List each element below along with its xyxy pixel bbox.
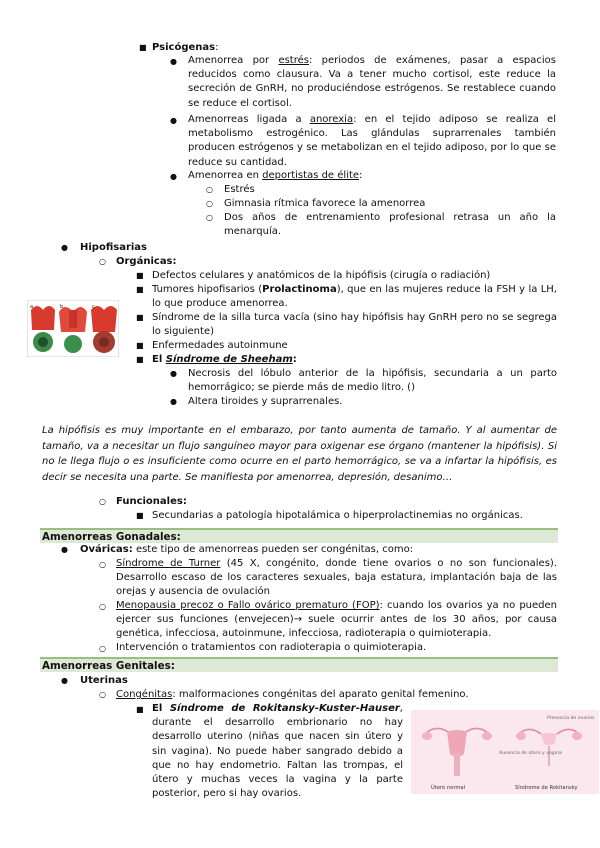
psicogenas-title: Psicógenas:	[152, 42, 219, 53]
ovaricas-fop: Menopausia precoz o Fallo ovárico prematuro (FOP): cuando los ovarios ya no pueden ejercer sus funciones (envejecen)→ suele ocurrir antes de los 30 años, por causa genética, infecciosa, autoinmune, infecciosa, radioterapia o quimioterapia.	[116, 600, 558, 640]
figure-label-c: c	[92, 304, 95, 310]
organicas-silla-turca: Síndrome de la silla turca vacía (sino hay hipófisis hay GnRH pero no se segrega lo siguiente)	[152, 312, 557, 338]
hipofisarias-title: Hipofisarias	[80, 242, 147, 253]
bullet-circle: ○	[99, 602, 106, 611]
organicas-defectos: Defectos celulares y anatómicos de la hipófisis (cirugía o radiación)	[152, 270, 491, 281]
uterus-label-normal: Útero normal	[431, 785, 466, 791]
ovaricas-turner: Síndrome de Turner (45 X, congénito, donde tiene ovarios o no son funcionales). Desarrollo escaso de los caracteres sexuales, baja estatura, implantación baja de las orejas y ausencia de ovulación	[116, 558, 557, 598]
bullet-dot: ●	[170, 397, 177, 406]
bullet-dot: ●	[61, 676, 68, 685]
bullet-square: ■	[136, 285, 144, 294]
organicas-tumores: Tumores hipofisarios (Prolactinoma), que en las mujeres reduce la FSH y la LH, lo que produce amenorrea.	[152, 284, 557, 310]
bullet-square: ■	[136, 511, 144, 520]
bullet-square: ■	[139, 43, 147, 52]
bullet-dot: ●	[170, 116, 177, 125]
psicogenas-anorexia: Amenorreas ligada a anorexia: en el tejido adiposo se realiza el metabolismo estrogénico. Las glándulas suprarrenales también producen estrógenos y se metabolizan en el tejido adiposo, por lo que se reduce su cantidad.	[188, 114, 556, 168]
bullet-dot: ●	[61, 243, 68, 252]
deportistas-sub-1: Estrés	[224, 184, 255, 195]
uterus-label-mid: Ausencia de útero y vagina	[499, 751, 562, 756]
bullet-square: ■	[136, 341, 144, 350]
rokitansky-paragraph: El Síndrome de Rokitansky-Kuster-Hauser, durante el desarrollo embrionario no hay desarrollo uterino (niñas que nacen sin útero y sin vagina). No puede haber sangrado debido a que no hay endometrio. Faltan las trompas, el útero y muchas veces la vagina y la parte posterior, pero si hay ovarios.	[152, 703, 403, 800]
ovaricas-line: Ováricas: este tipo de amenorreas pueden ser congénitas, como:	[80, 544, 414, 555]
bullet-dot: ●	[170, 369, 177, 378]
bullet-square: ■	[136, 313, 144, 322]
bullet-dot: ●	[170, 57, 177, 66]
bullet-circle: ○	[99, 690, 106, 699]
organicas-sheeham: El Síndrome de Sheeham:	[152, 354, 297, 365]
funcionales-title: Funcionales:	[116, 496, 187, 507]
organicas-title: Orgánicas:	[116, 256, 177, 267]
sheeham-sub-2: Altera tiroides y suprarrenales.	[188, 396, 343, 407]
section-header-genitales: Amenorreas Genitales:	[40, 657, 558, 672]
hipofisis-paragraph: La hipófisis es muy importante en el embarazo, por tanto aumenta de tamaño. Y al aumentar de tamaño, va a necesitar un flujo sanguíneo mayor para oxigenar ese órgano (mantener la hipófisis). Si no le llega flujo o es insuficiente como ocurre en el parto hemorrágico, se va a infartar la hipófisis, es decir se necesita una parte. Se manifiesta por amenorrea, depresión, desanimo…	[42, 425, 557, 483]
bullet-circle: ○	[206, 199, 213, 208]
ovaricas-intervencion: Intervención o tratamientos con radioterapia o quimioterapia.	[116, 642, 427, 653]
sheeham-sub-1: Necrosis del lóbulo anterior de la hipófisis, secundaria a un parto hemorrágico; se pierde más de medio litro. ()	[188, 368, 557, 394]
figure-label-b: b	[60, 304, 64, 310]
section-header-gonadales: Amenorreas Gonadales:	[40, 528, 558, 543]
uterus-label-top: Presencia de ovarios	[547, 716, 595, 721]
bullet-circle: ○	[99, 644, 106, 653]
bullet-dot: ●	[61, 545, 68, 554]
bullet-square: ■	[136, 705, 144, 714]
bullet-circle: ○	[206, 213, 213, 222]
estres-link: estrés	[278, 55, 309, 66]
bullet-circle: ○	[99, 560, 106, 569]
anorexia-link: anorexia	[309, 114, 354, 125]
uterus-label-syndrome: Síndrome de Rokitansky	[515, 785, 578, 791]
deportistas-sub-3: Dos años de entrenamiento profesional retrasa un año la menarquía.	[224, 212, 556, 238]
bullet-square: ■	[136, 271, 144, 280]
bullet-dot: ●	[170, 172, 177, 181]
psicogenas-estres: Amenorrea por estrés: periodos de exámenes, pasar a espacios reducidos como clausura. Va a tener mucho cortisol, este reduce la secreción de GnRH, no produciéndose estrógenos. Se restablece cuando se reduce el cortisol.	[188, 55, 556, 109]
deportistas-sub-2: Gimnasia rítmica favorece la amenorrea	[224, 198, 426, 209]
funcionales-item: Secundarias a patología hipotalámica o hiperprolactinemias no orgánicas.	[152, 510, 523, 521]
figure-label-a: a	[30, 304, 34, 310]
uterinas-congenitas: Congénitas: malformaciones congénitas del aparato genital femenino.	[116, 689, 469, 700]
uterus-figure	[411, 710, 599, 794]
organicas-autoinmune: Enfermedades autoinmune	[152, 340, 288, 351]
bullet-circle: ○	[206, 185, 213, 194]
psicogenas-deportistas: Amenorrea en deportistas de élite:	[188, 170, 363, 181]
pituitary-figure	[27, 300, 119, 357]
bullet-circle: ○	[99, 257, 106, 266]
bullet-circle: ○	[99, 497, 106, 506]
uterinas-title: Uterinas	[80, 675, 128, 686]
bullet-square: ■	[136, 355, 144, 364]
